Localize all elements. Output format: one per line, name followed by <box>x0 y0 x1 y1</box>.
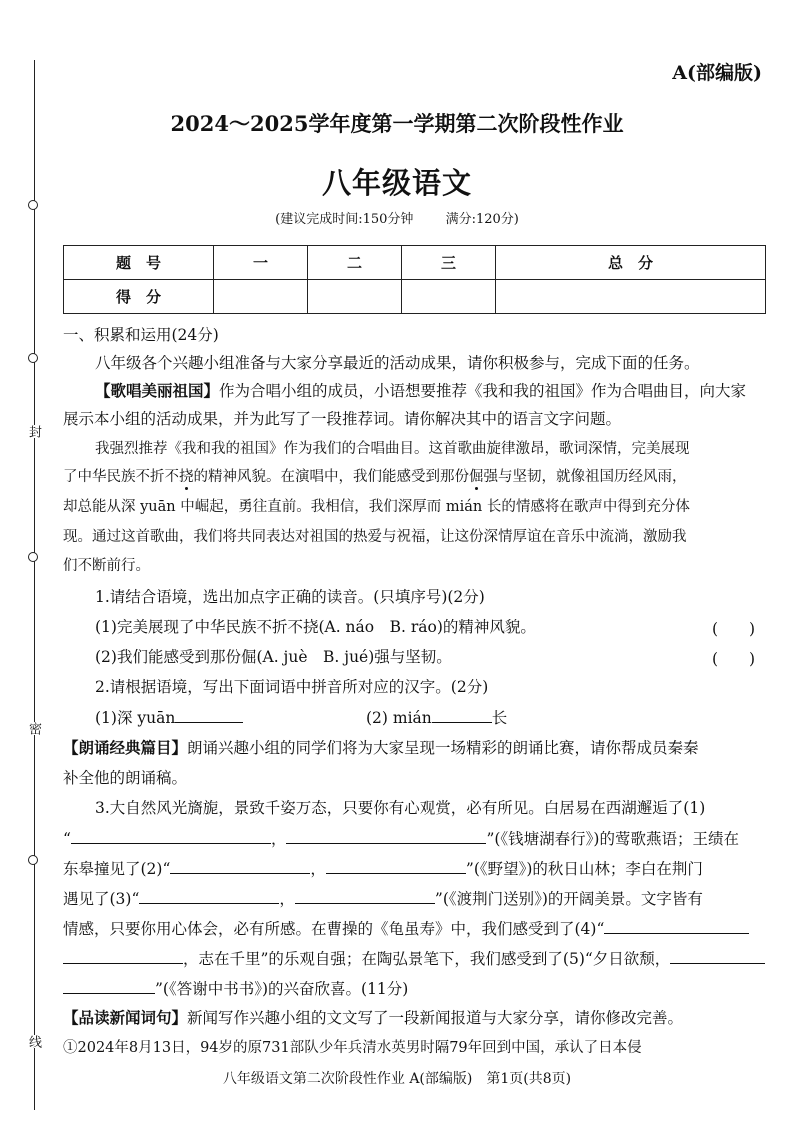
score-table <box>63 245 766 314</box>
passage-line: 却总能从深 yuān 中崛起，勇往直前。我相信，我们深厚而 mián 长的情感将在歌声中得到充分体 <box>63 499 690 515</box>
binding-hole <box>28 552 38 562</box>
score-input-cell[interactable] <box>214 280 308 314</box>
answer-blank[interactable] <box>63 948 183 964</box>
score-input-cell[interactable] <box>401 280 495 314</box>
table-cell: 三 <box>401 246 495 280</box>
task-text: 作为合唱小组的成员，小语想要推荐《我和我的祖国》作为合唱曲目，向大家 <box>219 382 747 400</box>
table-cell: 得 分 <box>64 280 214 314</box>
question-text: 遇见了(3)“ <box>63 890 140 908</box>
task1-line <box>95 381 746 401</box>
score-input-cell[interactable] <box>495 280 765 314</box>
answer-blank[interactable] <box>170 858 310 874</box>
binding-hole <box>28 353 38 363</box>
question-text: ”(《钱塘湖春行》)的莺歌燕语；王绩在 <box>486 830 739 848</box>
question-text: (2) mián <box>366 709 432 727</box>
section-intro: 八年级各个兴趣小组准备与大家分享最近的活动成果，请你积极参与，完成下面的任务。 <box>95 354 700 372</box>
table-cell: 二 <box>307 246 401 280</box>
task-tag: 【品读新闻词句】 <box>63 1008 188 1027</box>
score-input-cell[interactable] <box>307 280 401 314</box>
task-text: 朗诵兴趣小组的同学们将为大家呈现一场精彩的朗诵比赛，请你帮成员秦秦 <box>187 739 699 757</box>
question-1-1: (1)完美展现了中华民族不折不挠(A. náo B. ráo)的精神风貌。 <box>95 618 536 636</box>
passage-line <box>63 467 687 487</box>
question-text: ”(《渡荆门送别》)的开阔美景。文字皆有 <box>434 890 703 908</box>
table-row <box>64 280 766 314</box>
passage-line: 们不断前行。 <box>63 558 150 574</box>
binding-label-mi: 密 <box>26 722 41 735</box>
binding-hole <box>28 855 38 865</box>
edition-label: A(部编版) <box>672 62 762 84</box>
answer-blank[interactable] <box>295 888 435 904</box>
answer-blank[interactable] <box>175 707 243 723</box>
question-2: 2.请根据语境，写出下面词语中拼音所对应的汉字。(2分) <box>95 678 489 696</box>
answer-paren[interactable]: ( ) <box>712 620 756 638</box>
task2-line2: 补全他的朗诵稿。 <box>63 769 188 787</box>
task2-line <box>63 738 699 758</box>
passage-line: 现。通过这首歌曲，我们将共同表达对祖国的热爱与祝福，让这份深情厚谊在音乐中流淌，激励我 <box>63 529 687 545</box>
dotted-char: 挠 <box>179 469 194 485</box>
task-text: 新闻写作兴趣小组的文文写了一段新闻报道与大家分享，请你修改完善。 <box>187 1009 684 1027</box>
table-cell: 总 分 <box>495 246 765 280</box>
table-cell: 题 号 <box>64 246 214 280</box>
task1-line2: 展示本小组的活动成果，并为此写了一段推荐词。请你解决其中的语言文字问题。 <box>63 410 622 428</box>
question-3-line <box>63 948 765 969</box>
exam-info <box>0 208 794 227</box>
question-text: (1)深 yuān <box>95 709 176 727</box>
time-info: (建议完成时间:150分钟 <box>275 212 414 227</box>
answer-paren[interactable]: ( ) <box>712 650 756 668</box>
answer-blank[interactable] <box>326 858 466 874</box>
answer-blank[interactable] <box>670 948 765 964</box>
question-3-line: 3.大自然风光旖旎，景致千姿万态，只要你有心观赏，必有所见。白居易在西湖邂逅了(1) <box>95 799 706 817</box>
question-text: 情感，只要你用心体会，必有所感。在曹操的《龟虽寿》中，我们感受到了(4)“ <box>63 920 605 938</box>
question-text: ”(《答谢中书书》)的兴奋欣喜。(11分) <box>155 980 409 998</box>
task3-line <box>63 1008 683 1028</box>
question-2-1 <box>95 707 243 728</box>
table-row <box>64 246 766 280</box>
answer-blank[interactable] <box>63 978 155 994</box>
table-cell: 一 <box>214 246 308 280</box>
score-info: 满分:120分) <box>445 212 519 227</box>
question-text: 东皋撞见了(2)“ <box>63 860 171 878</box>
passage-text: 的精神风貌。在演唱中，我们能感受到那份 <box>193 469 469 485</box>
question-3-line <box>63 978 408 999</box>
answer-blank[interactable] <box>71 828 271 844</box>
passage-text: 了中华民族不折不 <box>63 469 179 485</box>
binding-label-feng: 封 <box>26 425 41 438</box>
passage-line: 我强烈推荐《我和我的祖国》作为我们的合唱曲目。这首歌曲旋律激昂，歌词深情，完美展现 <box>95 441 690 457</box>
task-tag: 【歌唱美丽祖国】 <box>95 381 220 400</box>
question-3-line: 东皋撞见了(2)“ ， ”(《野望》)的秋日山林；李白在荆门 <box>63 860 703 878</box>
question-3-line: “ ， ”(《钱塘湖春行》)的莺歌燕语；王绩在 <box>63 830 739 848</box>
question-3-line <box>63 918 749 939</box>
question-1-2: (2)我们能感受到那份倔(A. juè B. jué)强与坚韧。 <box>95 648 452 666</box>
answer-blank[interactable] <box>604 918 749 934</box>
subject-title: 八年级语文 <box>321 166 472 200</box>
question-text: ，志在千里”的乐观自强；在陶弘景笔下，我们感受到了(5)“夕日欲颓， <box>183 950 671 968</box>
answer-blank[interactable] <box>139 888 279 904</box>
dotted-char: 倔 <box>469 469 484 485</box>
answer-blank[interactable] <box>432 707 492 723</box>
answer-blank[interactable] <box>286 828 486 844</box>
news-line: ①2024年8月13日，94岁的原731部队少年兵清水英男时隔79年回到中国，承认了日本侵 <box>63 1040 642 1056</box>
passage-text: 强与坚韧，就像祖国历经风雨， <box>483 469 687 485</box>
question-text: 长 <box>491 709 508 727</box>
task-tag: 【朗诵经典篇目】 <box>63 738 188 757</box>
exam-title: 2024～2025学年度第一学期第二次阶段性作业 <box>170 111 624 136</box>
question-text: ”(《野望》)的秋日山林；李白在荆门 <box>465 860 703 878</box>
page-footer: 八年级语文第二次阶段性作业 A(部编版) 第1页(共8页) <box>222 1071 572 1087</box>
binding-label-xian: 线 <box>26 1035 41 1048</box>
section-heading: 一、积累和运用(24分) <box>63 326 219 344</box>
question-3-line: 遇见了(3)“ ， ”(《渡荆门送别》)的开阔美景。文字皆有 <box>63 890 703 908</box>
question-1: 1.请结合语境，选出加点字正确的读音。(只填序号)(2分) <box>95 588 485 606</box>
question-2-2 <box>366 707 507 728</box>
